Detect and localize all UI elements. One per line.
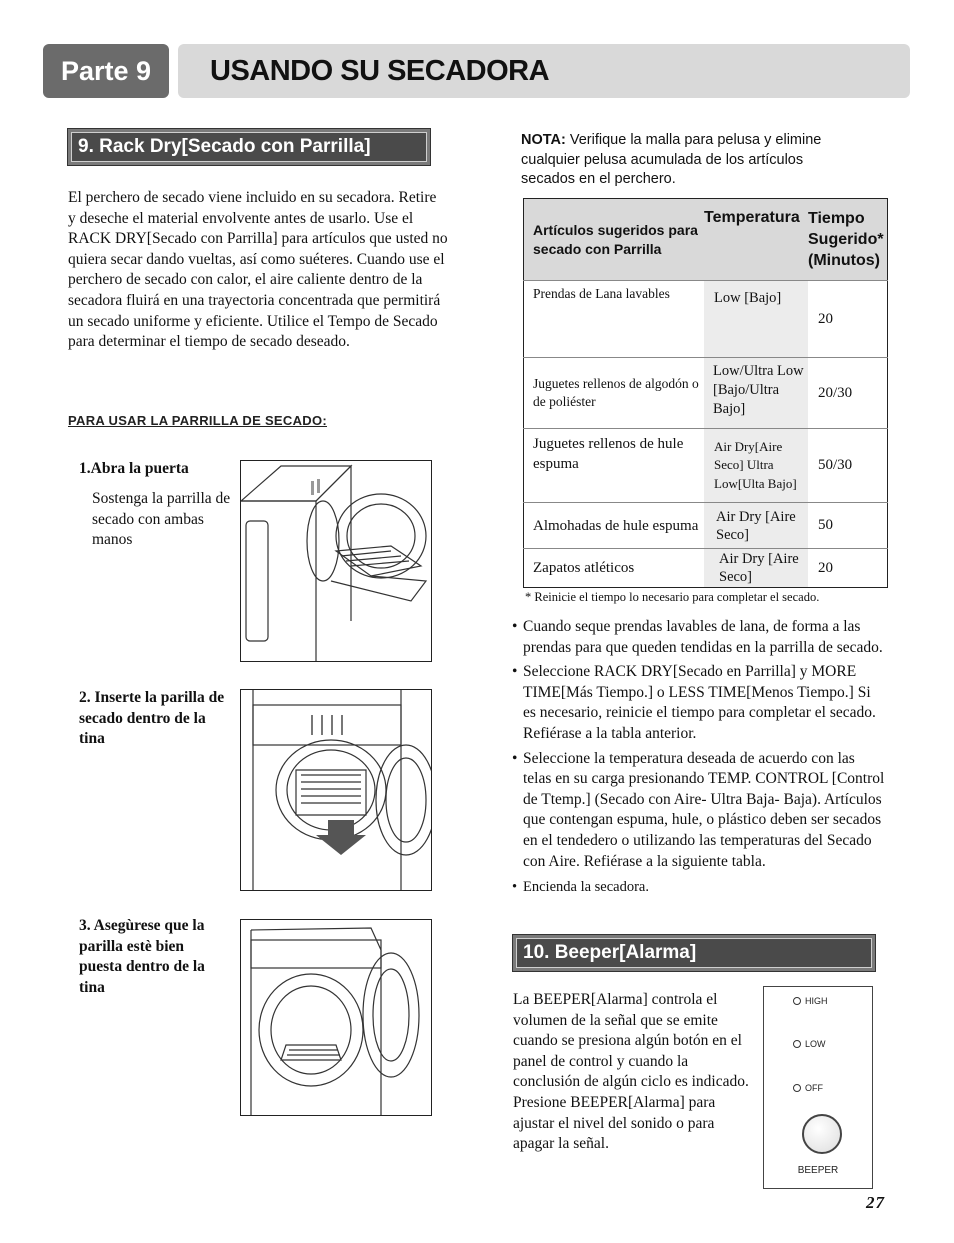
- table-cell-time: 50: [808, 503, 888, 549]
- section-10-heading-text: 10. Beeper[Alarma]: [516, 938, 872, 968]
- list-item: • Cuando seque prendas lavables de lana, de forma a las prendas para que queden tendidas en la parrilla de secado.: [512, 617, 887, 658]
- rack-usage-subheading: PARA USAR LA PARRILLA DE SECADO:: [68, 413, 328, 428]
- step-3-illustration: [240, 919, 432, 1116]
- page-title: USANDO SU SECADORA: [178, 44, 910, 98]
- section-9-heading: [67, 128, 431, 166]
- nota-text: [521, 131, 861, 190]
- led-icon: [793, 997, 801, 1005]
- section-10-text: La BEEPER[Alarma] controla el volumen de la señal que se emite cuando se presiona algún botón en el panel de control y cuando la conclusión de algún ciclo es indicado. Presione BEEPER[Alarma] para ajustar el nivel del sonido o para apagar la señal.: [513, 991, 749, 1153]
- led-icon: [793, 1040, 801, 1048]
- step-1-title: 1.Abra la puerta: [79, 460, 189, 477]
- table-header-items: Artículos sugeridos para secado con Parrilla: [524, 199, 705, 281]
- table-cell-temp: Air Dry [Aire Seco]: [704, 549, 808, 588]
- list-item: • Seleccione RACK DRY[Secado en Parrilla] y MORE TIME[Más Tiempo.] o LESS TIME[Menos Tiempo.] Si es necesario, reinicie el tiempo para completar el secado. Refiérase a la tabla anterior.: [512, 662, 887, 744]
- table-row: [524, 503, 888, 549]
- table-cell-item: Juguetes rellenos de hule espuma: [524, 429, 705, 503]
- section-9-intro: El perchero de secado viene incluido en su secadora. Retire y deseche el material envolvente antes de usarlo. Use el RACK DRY[Secado con Parrilla] para artículos que usted no quiera secar dando vueltas, así como suéteres. Cuando use el perchero de secado con calor, el aire caliente dentro de la secadora fluirá en una trayectoria concentrada que permitirá un secado uniforme y eficiente. Utilice el Tempo de Secado para determinar el tiempo de secado deseado.: [68, 189, 448, 351]
- bullet-text: Cuando seque prendas lavables de lana, de forma a las prendas para que queden tendidas en la parrilla de secado.: [523, 618, 883, 656]
- beeper-button-label: BEEPER: [797, 1165, 839, 1176]
- beeper-off-label: OFF: [805, 1083, 823, 1093]
- dryer-rack-in-place-image: [241, 920, 431, 1115]
- table-cell-item: Almohadas de hule espuma: [524, 503, 705, 549]
- table-cell-item: Juguetes rellenos de algodón o de poliéster: [524, 358, 705, 429]
- table-cell-temp: Air Dry [Aire Seco]: [704, 503, 808, 549]
- step-1-illustration: [240, 460, 432, 662]
- table-cell-temp: Low/Ultra Low [Bajo/Ultra Bajo]: [704, 358, 808, 429]
- dryer-open-door-rack-image: [241, 461, 431, 661]
- beeper-button[interactable]: [802, 1114, 842, 1154]
- table-cell-temp: Low [Bajo]: [704, 281, 808, 358]
- section-10-heading: [512, 934, 876, 972]
- table-row: [524, 549, 888, 588]
- beeper-low-indicator: [793, 1039, 826, 1049]
- bullet-list: [512, 617, 887, 898]
- section-9-heading-text: 9. Rack Dry[Secado con Parrilla]: [71, 132, 427, 162]
- table-cell-item: Prendas de Lana lavables: [524, 281, 705, 358]
- nota-body: Verifique la malla para pelusa y elimine cualquier pelusa acumulada de los artículos secados en el perchero.: [521, 132, 822, 187]
- table-cell-item: Zapatos atléticos: [533, 559, 635, 576]
- beeper-high-indicator: [793, 996, 828, 1006]
- table-header-row: [524, 199, 888, 281]
- dryer-insert-rack-image: [241, 690, 431, 890]
- table-cell-temp: Air Dry[Aire Seco] Ultra Low[Ulta Bajo]: [704, 429, 808, 503]
- part-label: Parte 9: [43, 44, 169, 98]
- step-2-illustration: [240, 689, 432, 891]
- table-cell-time: 20: [818, 559, 833, 576]
- beeper-panel: [763, 986, 873, 1189]
- table-row: [524, 429, 888, 503]
- beeper-off-indicator: [793, 1083, 823, 1093]
- page-number: 27: [866, 1193, 885, 1212]
- beeper-low-label: LOW: [805, 1039, 826, 1049]
- table-cell-time: 20: [808, 281, 888, 358]
- beeper-high-label: HIGH: [805, 996, 828, 1006]
- table-header-time: Tiempo Sugerido* (Minutos): [808, 199, 888, 281]
- nota-label: NOTA:: [521, 132, 566, 148]
- list-item: • Encienda la secadora.: [512, 877, 887, 898]
- table-footnote: * Reinicie el tiempo lo necesario para completar el secado.: [525, 590, 820, 604]
- step-2-title: 2. Inserte la parilla de secado dentro de la tina: [79, 689, 225, 748]
- led-icon: [793, 1084, 801, 1092]
- step-1-detail: Sostenga la parrilla de secado con ambas manos: [92, 490, 231, 549]
- table-cell-time: 20/30: [808, 358, 888, 429]
- list-item: • Seleccione la temperatura deseada de acuerdo con las telas en su carga presionando TEMP. CONTROL [Control de Ttemp.] (Secado con Aire- Ultra Baja- Baja). Artículos que contengan espuma, hule, o plástico deben ser secados en el tendedero o utilizando las temperaturas del Secado con Aire. Refiérase a la siguiente tabla.: [512, 749, 887, 873]
- bullet-text: Encienda la secadora.: [523, 879, 649, 896]
- step-3-title: 3. Asegùrese que la parilla estè bien puesta dentro de la tina: [79, 917, 205, 996]
- table-header-temp: Temperatura: [704, 199, 808, 281]
- rack-dry-table: [523, 198, 888, 588]
- table-row: [524, 281, 888, 358]
- table-row: [524, 358, 888, 429]
- bullet-text: Seleccione RACK DRY[Secado en Parrilla] y MORE TIME[Más Tiempo.] o LESS TIME[Menos Tiempo.] Si es necesario, reinicie el tiempo para completar el secado. Refiérase a la tabla anterior.: [523, 663, 876, 742]
- table-cell-time: 50/30: [808, 429, 888, 503]
- bullet-text: Seleccione la temperatura deseada de acuerdo con las telas en su carga presionando TEMP. CONTROL [Control de Ttemp.] (Secado con Aire- Ultra Baja- Baja). Artículos que contengan espuma, hule, o plástico deben ser secados en el tendedero o utilizando las temperaturas del Secado con Aire. Refiérase a la siguiente tabla.: [523, 749, 885, 870]
